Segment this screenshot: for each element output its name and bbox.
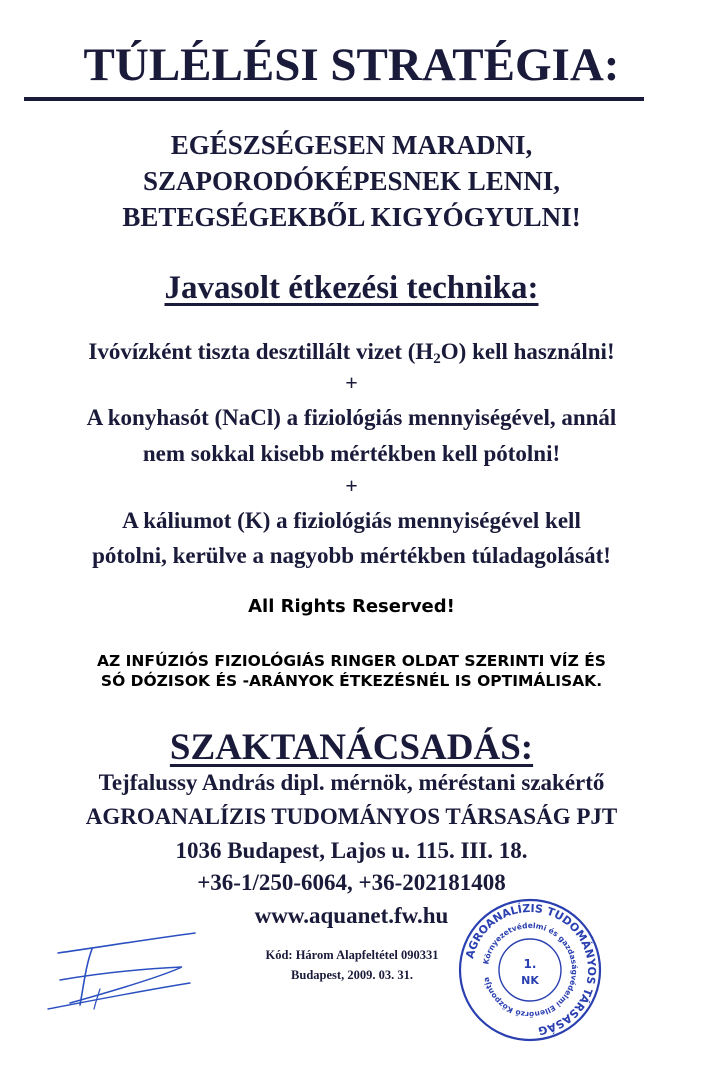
seal-center-number: 1. — [523, 957, 537, 971]
seal-center-code: NK — [521, 974, 539, 987]
title-underline — [24, 97, 644, 101]
potassium-recommendation-line-2: pótolni, kerülve a nagyobb mértékben túladagolását! — [92, 543, 611, 568]
contact-website: www.aquanet.fw.hu — [254, 903, 449, 928]
consulting-heading: SZAKTANÁCSADÁS: — [169, 727, 534, 768]
subtitle-line-1: EGÉSZSÉGESEN MARADNI, — [170, 130, 533, 160]
seal-inner-text: Környezetvédelmi és gazdaságvédelmi Ellenőrző Központja — [481, 920, 580, 1020]
infusion-note-line-2: SÓ DÓZISOK ÉS -ARÁNYOK ÉTKEZÉSNÉL IS OPTIMÁLISAK. — [100, 672, 603, 690]
water-recommendation — [0, 339, 703, 368]
contact-organization: AGROANALÍZIS TUDOMÁNYOS TÁRSASÁG PJT — [85, 804, 618, 829]
rights-notice: All Rights Reserved! — [248, 596, 455, 617]
seal-outer-text: AGROANALÍZIS TUDOMÁNYOS TÁRSASÁG — [463, 901, 599, 1038]
contact-address: 1036 Budapest, Lajos u. 115. III. 18. — [175, 838, 528, 863]
plus-sign-2: + — [345, 473, 358, 498]
subtitle-line-3: BETEGSÉGEKBŐL KIGYÓGYULNI! — [122, 202, 581, 232]
potassium-recommendation-line-1: A káliumot (K) a fiziológiás mennyiségével kell — [122, 508, 581, 533]
section-heading: Javasolt étkezési technika: — [164, 270, 539, 306]
document-code: Kód: Három Alapfeltétel 090331 — [265, 948, 439, 962]
plus-sign-1: + — [345, 370, 358, 395]
main-title: TÚLÉLÉSI STRATÉGIA: — [83, 39, 620, 91]
water-text-end: O) kell használni! — [440, 339, 615, 364]
contact-name: Tejfalussy András dipl. mérnök, méréstani szakértő — [98, 770, 605, 795]
document-date: Budapest, 2009. 03. 31. — [291, 968, 413, 982]
official-stamp — [455, 895, 605, 1045]
salt-recommendation-line-1: A konyhasót (NaCl) a fiziológiás mennyiségével, annál — [86, 405, 617, 430]
water-text-start: Ivóvízként tiszta desztillált vizet (H — [88, 339, 434, 364]
water-subscript: 2 — [433, 351, 441, 367]
handwritten-signature — [40, 925, 210, 1025]
salt-recommendation-line-2: nem sokkal kisebb mértékben kell pótolni! — [142, 441, 561, 466]
subtitle-line-2: SZAPORODÓKÉPESNEK LENNI, — [142, 166, 561, 196]
contact-phone: +36-1/250-6064, +36-202181408 — [197, 870, 506, 895]
infusion-note-line-1: AZ INFÚZIÓS FIZIOLÓGIÁS RINGER OLDAT SZERINTI VÍZ ÉS — [97, 652, 606, 670]
